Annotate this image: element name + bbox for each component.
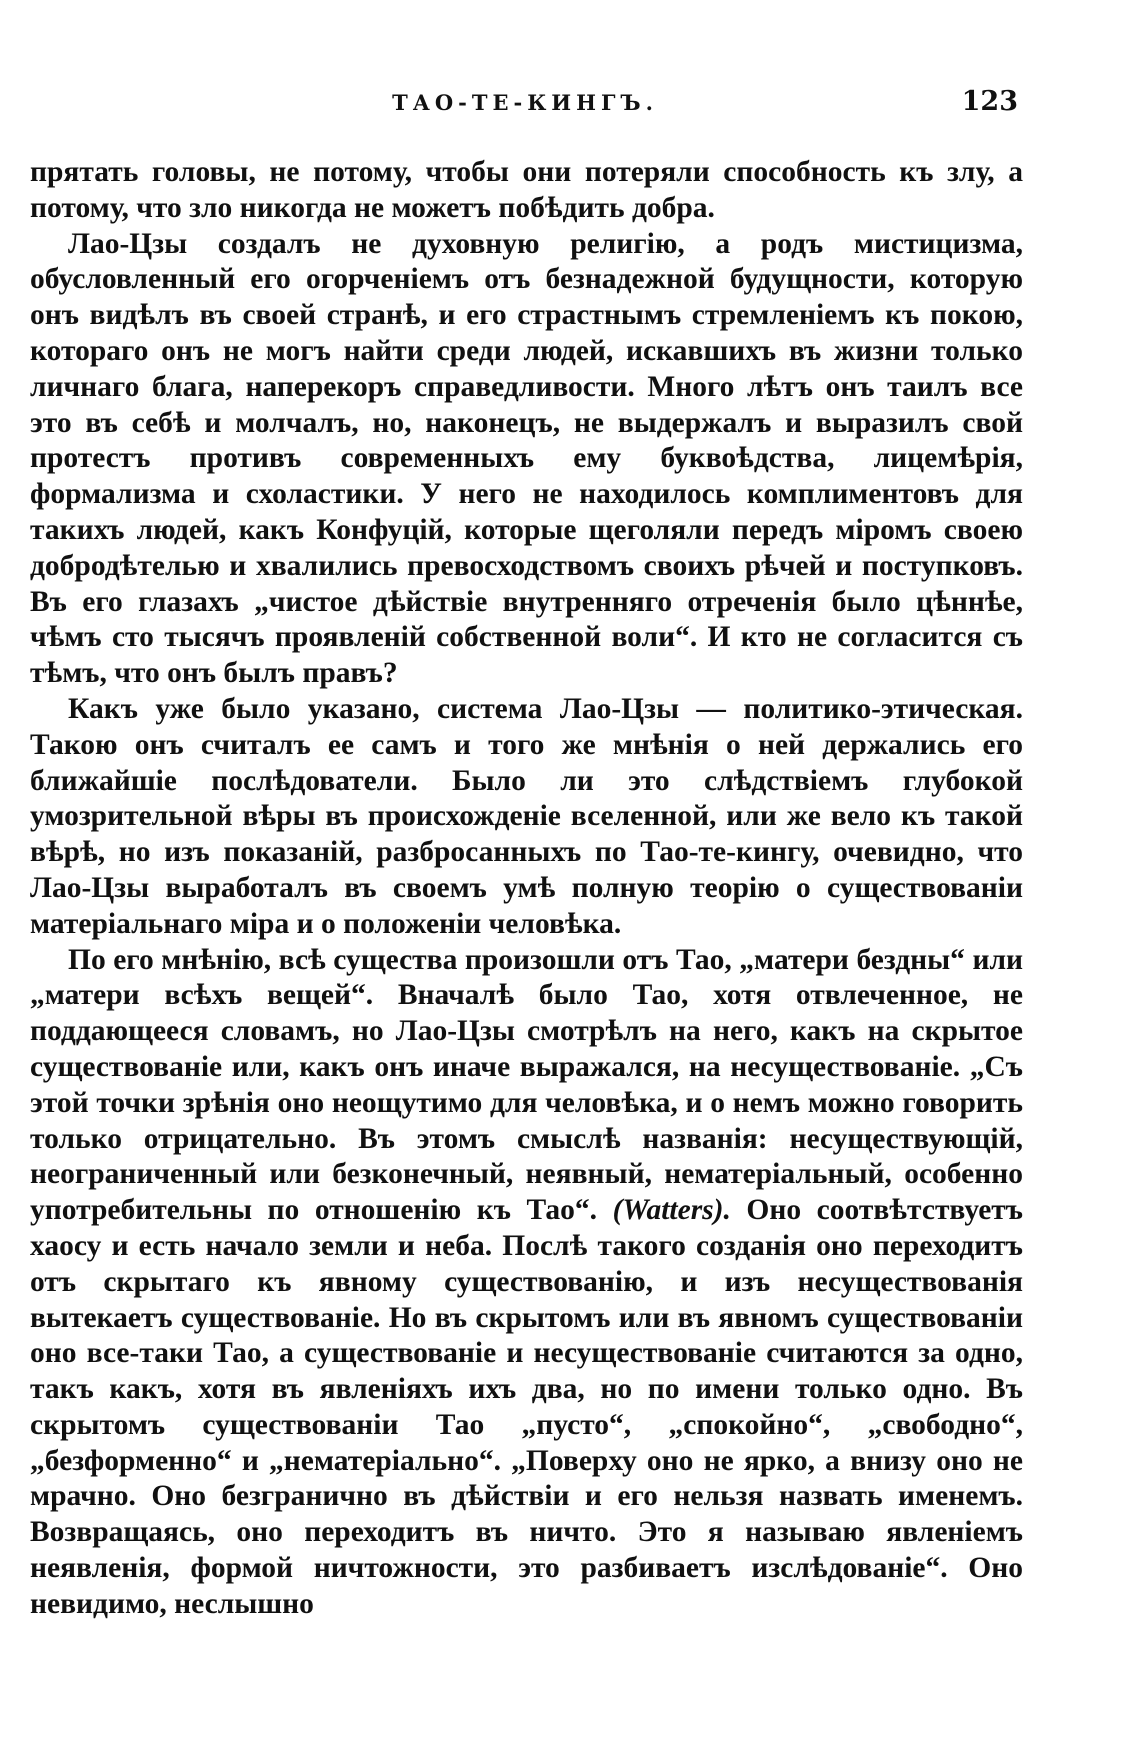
paragraph-political-ethical-system: Какъ уже было указано, система Лао-Цзы — политико-этическая. Такою онъ считалъ ее самъ и того же мнѣнія о ней держались его ближайшіе послѣдователи. Было ли это слѣдствіемъ глубокой умозрительной вѣры въ происхожденіе вселенной, или же вело къ такой вѣрѣ, но изъ показаній, разбросанныхъ по Тао-те-кингу, очевидно, что Лао-Цзы выработалъ въ своемъ умѣ полную теорію о существованіи матеріальнаго міра и о положеніи человѣка. — [30, 692, 1023, 940]
paragraph-tao-text-before: По его мнѣнію, всѣ существа произошли отъ Тао, „матери бездны“ или „матери всѣхъ вещей“. Вначалѣ было Тао, хотя отвлеченное, не поддающееся словамъ, но Лао-Цзы смотрѣлъ на него, какъ на скрытое существованіе или, какъ онъ иначе выражался, на несуществованіе. „Съ этой точки зрѣнія оно неощутимо для человѣка, и о немъ можно говорить только отрицательно. Въ этомъ смыслѣ названія: несуществующій, неограниченный или безконечный, неявный, нематеріальный, особенно употребительны по отношенію къ Тао“. — [30, 943, 1023, 1227]
citation-watters: (Watters). — [612, 1194, 731, 1227]
body-text — [30, 155, 1023, 1623]
paragraph-continuation: прятать головы, не потому, чтобы они потеряли способность къ злу, а потому, что зло никогда не можетъ побѣдить добра. — [30, 156, 1023, 224]
page-number: 123 — [961, 86, 1018, 117]
paragraph-lao-tzu-mysticism: Лао-Цзы создалъ не духовную религію, а родъ мистицизма, обусловленный его огорченіемъ отъ безнадежной будущности, которую онъ видѣлъ въ своей странѣ, и его страстнымъ стремленіемъ къ покою, котораго онъ не могъ найти среди людей, искавшихъ въ жизни только личнаго блага, наперекоръ справедливости. Много лѣтъ онъ таилъ все это въ себѣ и молчалъ, но, наконецъ, не выдержалъ и выразилъ свой протестъ противъ современныхъ ему буквоѣдства, лицемѣрія, формализма и схоластики. У него не находилось комплиментовъ для такихъ людей, какъ Конфуцій, которые щеголяли передъ міромъ своею добродѣтелью и хвалились превосходствомъ своихъ рѣчей и поступковъ. Въ его глазахъ „чистое дѣйствіе внутренняго отреченія было цѣннѣе, чѣмъ сто тысячъ проявленій собственной воли“. И кто не согласится съ тѣмъ, что онъ былъ правъ? — [30, 227, 1023, 690]
paragraph-tao-text-after: Оно соотвѣтствуетъ хаосу и есть начало земли и неба. Послѣ такого созданія оно переходитъ отъ скрытаго къ явному существованію, и изъ несуществованія вытекаетъ существованіе. Но въ скрытомъ или въ явномъ существованіи оно все-таки Тао, а существованіе и несуществованіе считаются за одно, такъ какъ, хотя въ явленіяхъ ихъ два, но по имени только одно. Въ скрытомъ существованіи Тао „пусто“, „спокойно“, „свободно“, „безформенно“ и „нематеріально“. „Поверху оно не ярко, а внизу оно не мрачно. Оно безгранично въ дѣйствіи и его нельзя назвать именемъ. Возвращаясь, оно переходитъ въ ничто. Это я называю явленіемъ неявленія, формой ничтожности, это разбиваетъ изслѣдованіе“. Оно невидимо, неслышно — [30, 1194, 1023, 1620]
running-head — [32, 86, 1018, 122]
paragraph-tao-origin — [30, 943, 1023, 1623]
running-title: ТАО-ТЕ-КИНГЪ. — [392, 90, 658, 115]
